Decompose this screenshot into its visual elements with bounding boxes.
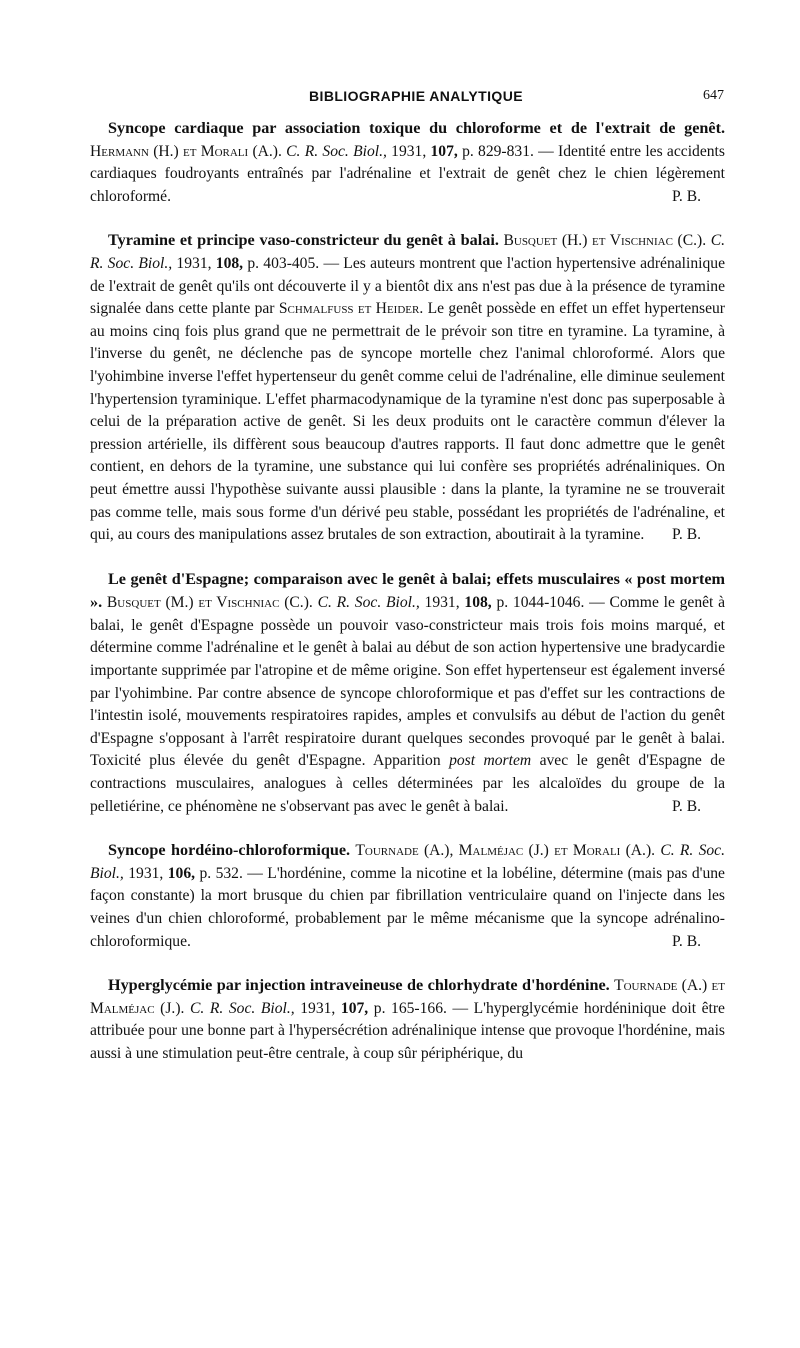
entry-pages: p. 829-831. [462, 142, 534, 160]
entry-pages: p. 532. [199, 864, 243, 882]
entry-year: 1931, [391, 142, 427, 160]
entry-signature: P. B. [671, 932, 701, 950]
running-title: BIBLIOGRAPHIE ANALYTIQUE [309, 88, 523, 104]
entry-journal: C. R. Soc. Biol., [90, 842, 726, 882]
entry-authors: Tournade (A.) et Malméjac (J.). [90, 977, 725, 1017]
entry-text: — Comme le genêt à balai, le genêt d'Espagne possède un pouvoir vaso-constricteur mais trois fois moins marqué, et détermine comme l'adrénaline et le genêt à balai au début de son action hypertensive une bradycardie importante supprimée par l'atropine et de même origine. Son effet hypertenseur est également inversé par l'yohimbine. Par contre absence de syncope chloroformique et pas d'effet sur les contractions de l'intestin isolé, mouvements respiratoires rapides, amples et convulsifs au début de l'action du genêt d'Espagne s'opposant à l'arrêt respiratoire durant quelques secondes provoqué par le genêt à balai. Toxicité plus élevée du genêt d'Espagne. Apparition [90, 594, 726, 770]
entry-title: Le genêt d'Espagne; comparaison avec le genêt à balai; effets musculaires « post mortem ». [90, 569, 725, 612]
entry-volume: 107, [430, 142, 458, 160]
entry-text: — Identité entre les accidents cardiaques foudroyants entraînés par l'adrénaline et l'extrait de genêt chez le chien légèrement chloroformé. [90, 142, 725, 205]
entry-authors: Busquet (H.) et Vischniac (C.). [503, 232, 707, 250]
entry-title: Tyramine et principe vaso-constricteur du genêt à balai. [108, 231, 499, 250]
bibliography-entry [90, 117, 725, 208]
entry-journal: C. R. Soc. Biol., [90, 232, 725, 272]
entry-text: — Les auteurs montrent que l'action hypertensive adrénalinique de l'extrait de genêt qu'ils ont découverte il y a bientôt dix ans n'est pas due à la présence de tyramine signalée dans cette plante par [90, 254, 725, 318]
entry-authors: Busquet (M.) et Vischniac (C.). [106, 594, 313, 612]
entry-volume: 106, [167, 864, 196, 882]
bibliography-entry [90, 974, 725, 1065]
entry-journal: C. R. Soc. Biol., [190, 999, 295, 1017]
entry-volume: 108, [464, 594, 492, 612]
entry-year: 1931, [300, 999, 336, 1017]
entry-year: 1931, [128, 864, 164, 882]
entry-title: Hyperglycémie par injection intraveineuse de chlorhydrate d'hordénine. [108, 976, 610, 995]
entry-pages: p. 403-405. [247, 254, 320, 272]
entry-journal: C. R. Soc. Biol., [317, 594, 420, 612]
entry-volume: 107, [340, 999, 369, 1017]
page-body [90, 117, 725, 1087]
entry-title: Syncope hordéino-chloroformique. [108, 841, 351, 860]
page-number: 647 [703, 88, 724, 103]
entry-cited-names: Schmalfuss et Heider. [278, 300, 424, 318]
entry-volume: 108, [215, 254, 244, 272]
entry-text: avec le genêt d'Espagne de contractions musculaires, analogues à celles déterminées par les alcaloïdes du groupe de la pelletiérine, ce phénomène ne s'observant pas avec le genêt à balai. [90, 752, 725, 815]
bibliography-entry [90, 229, 725, 546]
entry-title: Syncope cardiaque par association toxique du chloroforme et de l'extrait de genêt. [108, 119, 725, 137]
entry-italic-term: post mortem [449, 752, 532, 770]
entry-signature: P. B. [671, 526, 701, 544]
entry-text: Le genêt possède en effet un effet hypertenseur au moins cinq fois plus grand que ne permettrait de le prévoir son titre en tyramine. La tyramine, à l'inverse du genêt, ne déclenche pas de syncope mortelle chez l'animal chloroformé. Alors que l'yohimbine inverse l'effet hypertenseur du genêt comme celui de l'adrénaline, elle diminue seulement l'hypertension tyraminique. L'effet pharmacodynamique de la tyramine n'est donc pas superposable à celui de la préparation active de genêt. Si les deux produits ont le caractère commun d'élever la pression artérielle, ils diffèrent sous beaucoup d'autres rapports. Il faut donc admettre que le genêt contient, en dehors de la tyramine, une substance qui lui confère ses propriétés adrénaliniques. On peut émettre aussi l'hypothèse suivante aussi plausible : dans la plante, la tyramine ne se trouverait pas comme telle, mais sous forme d'un dérivé peu stable, possédant les propriétés de l'adrénaline, et qui, au cours des manipulations assez brutales de son extraction, aboutirait à la tyramine. [90, 300, 726, 544]
bibliography-entry [90, 568, 725, 819]
entry-authors: Tournade (A.), Malméjac (J.) et Morali (A.). [355, 842, 656, 860]
entry-text: — L'hordénine, comme la nicotine et la lobéline, détermine (mais pas d'une façon constante) la mort brusque du chien par fibrillation ventriculaire quand on l'injecte dans les veines d'un chien chloroformé, probablement par le même mécanisme que la syncope adrénalino-chloroformique. [90, 864, 725, 950]
bibliography-entry [90, 839, 725, 953]
entry-journal: C. R. Soc. Biol., [286, 142, 387, 160]
entry-pages: p. 1044-1046. [496, 594, 585, 612]
entry-signature: P. B. [671, 187, 701, 205]
entry-year: 1931, [424, 594, 460, 612]
entry-year: 1931, [176, 254, 212, 272]
entry-signature: P. B. [671, 797, 701, 815]
entry-text: — L'hyperglycémie hordéninique doit être attribuée pour une bonne part à l'hypersécrétion adrénalinique intense que provoque l'hordénine, mais aussi à une stimulation peut-être centrale, à coup sûr périphérique, du [90, 999, 725, 1062]
entry-pages: p. 165-166. [373, 999, 447, 1017]
page-header [108, 88, 724, 110]
entry-authors: Hermann (H.) et Morali (A.). [90, 142, 282, 160]
